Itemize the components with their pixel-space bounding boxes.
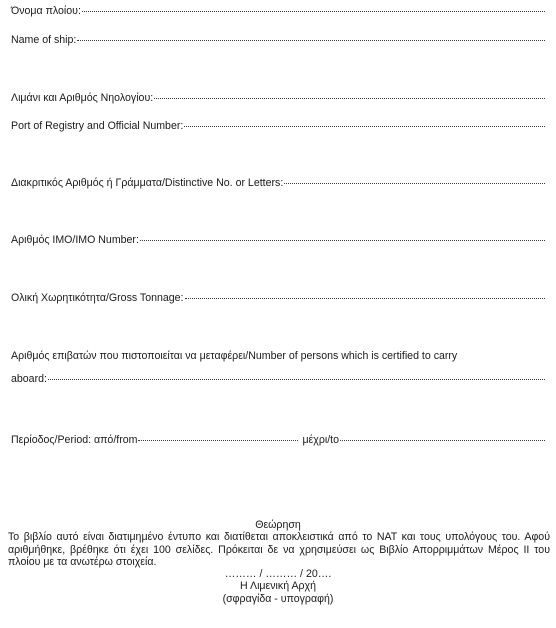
- footer-authority: Η Λιμενική Αρχή: [239, 580, 316, 593]
- imo-field: [11, 234, 545, 247]
- registry-gr-field: [11, 92, 545, 105]
- period-from-blank[interactable]: [138, 439, 298, 441]
- footer-paragraph: Το βιβλίο αυτό είναι διατιμημένο έντυπο και διατίθεται αποκλειστικά από το ΝΑΤ και τους υπολόγους του. Αφού αριθμήθηκε, βρέθηκε ότι έχει 100 σελίδες. Πρόκειται δε να χρησιμεύσει ως Βιβλίο Απορριμμάτων Μέρος ΙΙ του πλοίου με τα ανωτέρω στοιχεία.: [8, 531, 550, 568]
- certification-footer: [6, 519, 550, 605]
- registry-en-blank[interactable]: [184, 125, 545, 127]
- ship-name-en-field: [11, 34, 545, 47]
- tonnage-label: Ολική Χωρητικότητα/Gross Tonnage:: [11, 292, 184, 304]
- persons-label-line1: Αριθμός επιβατών που πιστοποιείται να μεταφέρει/Number of persons which is certified to carry: [11, 350, 458, 362]
- registry-en-label: Port of Registry and Official Number:: [11, 120, 184, 132]
- registry-gr-blank[interactable]: [154, 97, 545, 99]
- distinctive-label: Διακριτικός Αριθμός ή Γράμματα/Distinctive No. or Letters:: [11, 177, 284, 189]
- footer-signature: (σφραγίδα - υπογραφή): [222, 592, 334, 605]
- ship-name-gr-label: Όνομα πλοίου:: [11, 5, 81, 17]
- registry-en-field: [11, 120, 545, 133]
- ship-name-gr-blank[interactable]: [82, 10, 545, 12]
- tonnage-blank[interactable]: [185, 297, 546, 299]
- footer-heading: Θεώρηση: [255, 519, 301, 531]
- persons-field: [11, 373, 545, 386]
- persons-blank[interactable]: [48, 378, 545, 380]
- persons-label-line2: aboard:: [11, 373, 47, 385]
- period-to-blank[interactable]: [340, 439, 545, 441]
- distinctive-blank[interactable]: [284, 182, 545, 184]
- distinctive-field: [11, 177, 545, 190]
- period-to-label: μέχρι/to: [302, 434, 339, 446]
- tonnage-field: [11, 292, 545, 305]
- period-field: [11, 434, 545, 447]
- ship-name-en-blank[interactable]: [77, 39, 545, 41]
- registry-gr-label: Λιμάνι και Αριθμός Νηολογίου:: [11, 92, 154, 104]
- ship-name-gr-field: [11, 5, 545, 18]
- ship-name-en-label: Name of ship:: [11, 34, 77, 46]
- imo-blank[interactable]: [140, 239, 545, 241]
- period-from-label: Περίοδος/Period: από/from: [11, 434, 138, 446]
- footer-date: ……… / ……… / 20….: [224, 568, 332, 581]
- imo-label: Αριθμός IMO/IMO Number:: [11, 234, 139, 246]
